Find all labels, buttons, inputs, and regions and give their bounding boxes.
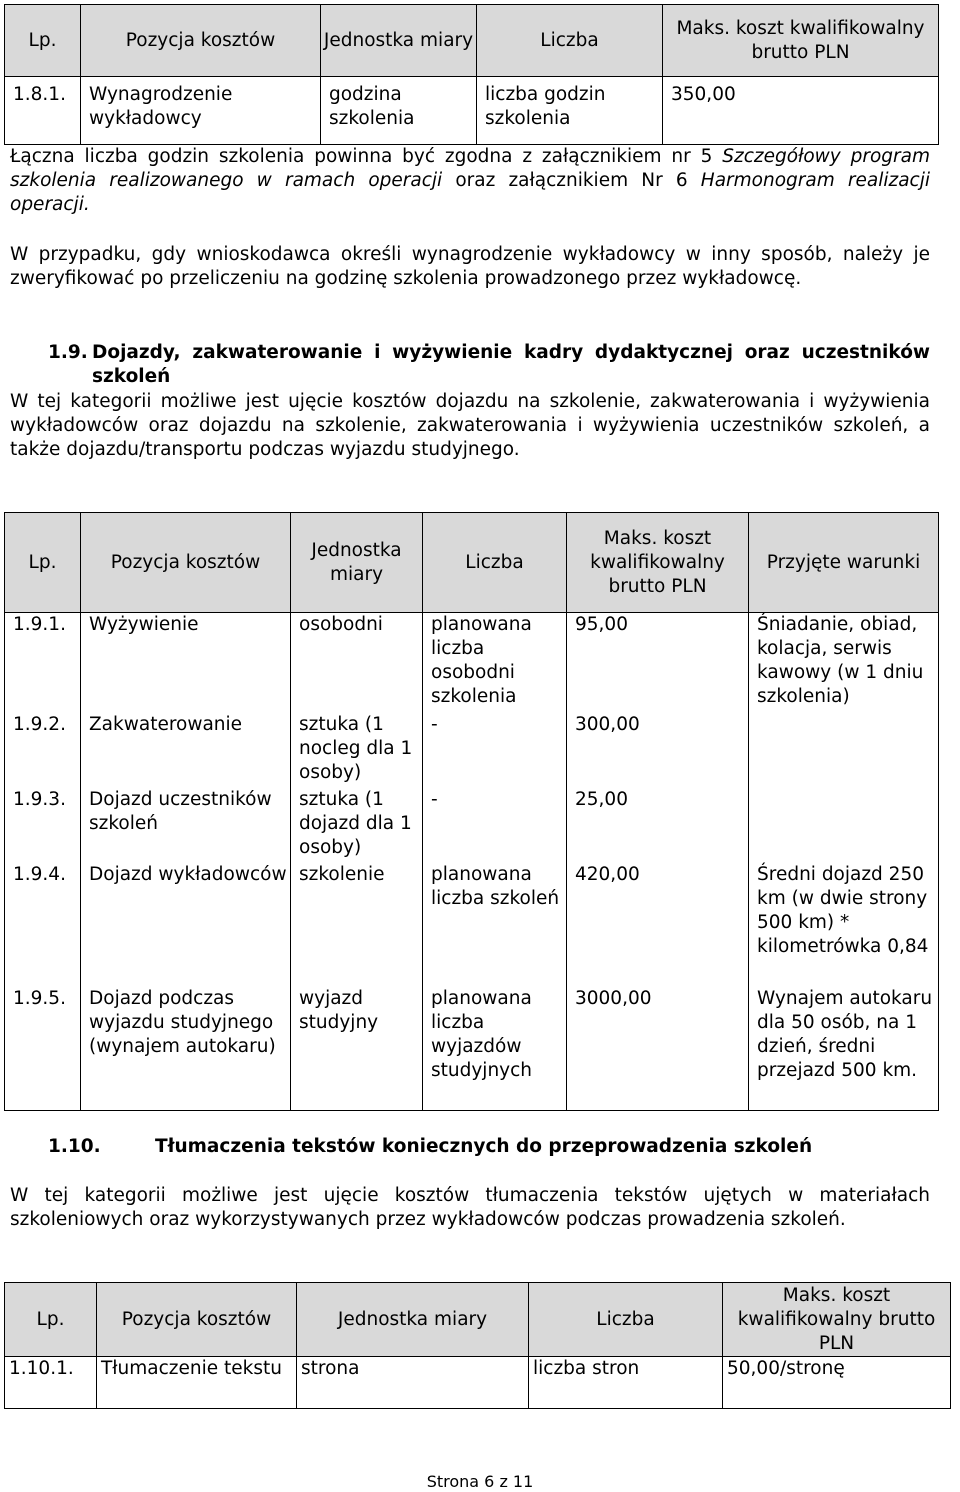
note-italic-ref: Szczegółowy program szkolenia realizowanego w ramach operacji bbox=[10, 146, 930, 191]
cell-jednostka: szkolenie bbox=[291, 863, 423, 987]
section-title: Dojazdy, zakwaterowanie i wyżywienie kadry dydaktycznej oraz uczestników szkoleń bbox=[92, 342, 930, 387]
cell-pozycja: Dojazd wykładowców bbox=[81, 863, 291, 987]
header-pozycja: Pozycja kosztów bbox=[81, 513, 291, 613]
cell-jednostka: sztuka (1 dojazd dla 1 osoby) bbox=[291, 788, 423, 863]
header-jednostka: Jednostka miary bbox=[297, 1283, 529, 1357]
header-koszt: Maks. koszt kwalifikowalny brutto PLN bbox=[723, 1283, 951, 1357]
table-row bbox=[5, 788, 939, 863]
cell-lp: 1.8.1. bbox=[5, 77, 81, 145]
cell-lp: 1.9.2. bbox=[5, 713, 81, 788]
cell-warunki: Średni dojazd 250 km (w dwie strony 500 km) * kilometrówka 0,84 bbox=[749, 863, 939, 987]
section-number: 1.9. bbox=[48, 342, 88, 363]
cell-liczba: - bbox=[423, 713, 567, 788]
cell-liczba: - bbox=[423, 788, 567, 863]
section-body: W tej kategorii możliwe jest ujęcie kosztów tłumaczenia tekstów ujętych w materiałach szkoleniowych oraz wykorzystywanych przez wykładowców podczas prowadzenia szkoleń. bbox=[10, 1185, 930, 1230]
header-jednostka: Jednostka miary bbox=[321, 5, 477, 77]
header-koszt: Maks. koszt kwalifikowalny brutto PLN bbox=[663, 5, 939, 77]
page-number: Strona 6 z 11 bbox=[426, 1472, 534, 1491]
cell-pozycja: Tłumaczenie tekstu bbox=[97, 1357, 297, 1409]
cell-pozycja: Wynagrodzenie wykładowcy bbox=[81, 77, 321, 145]
cell-koszt: 95,00 bbox=[567, 613, 749, 713]
table-row bbox=[5, 713, 939, 788]
cell-lp: 1.9.3. bbox=[5, 788, 81, 863]
cell-liczba: planowana liczba szkoleń bbox=[423, 863, 567, 987]
cell-liczba: liczba godzin szkolenia bbox=[477, 77, 663, 145]
cell-liczba: liczba stron bbox=[529, 1357, 723, 1409]
cost-table-1-9 bbox=[4, 512, 939, 1111]
header-pozycja: Pozycja kosztów bbox=[97, 1283, 297, 1357]
header-lp: Lp. bbox=[5, 513, 81, 613]
cell-warunki bbox=[749, 788, 939, 863]
header-pozycja: Pozycja kosztów bbox=[81, 5, 321, 77]
cell-pozycja: Dojazd podczas wyjazdu studyjnego (wynajem autokaru) bbox=[81, 987, 291, 1111]
cell-pozycja: Zakwaterowanie bbox=[81, 713, 291, 788]
cell-koszt: 350,00 bbox=[663, 77, 939, 145]
table-row bbox=[5, 1357, 951, 1409]
note-text: oraz załącznikiem Nr 6 bbox=[442, 170, 701, 191]
cell-jednostka: sztuka (1 nocleg dla 1 osoby) bbox=[291, 713, 423, 788]
cell-lp: 1.9.5. bbox=[5, 987, 81, 1111]
header-lp: Lp. bbox=[5, 5, 81, 77]
cell-pozycja: Dojazd uczestników szkoleń bbox=[81, 788, 291, 863]
cell-jednostka: osobodni bbox=[291, 613, 423, 713]
table-row bbox=[5, 987, 939, 1111]
cost-table-1-10 bbox=[4, 1282, 951, 1409]
note-italic-ref: Harmonogram realizacji operacji. bbox=[10, 170, 930, 215]
table-row bbox=[5, 863, 939, 987]
header-liczba: Liczba bbox=[529, 1283, 723, 1357]
cell-koszt: 420,00 bbox=[567, 863, 749, 987]
cell-lp: 1.10.1. bbox=[5, 1357, 97, 1409]
header-liczba: Liczba bbox=[477, 5, 663, 77]
header-koszt: Maks. koszt kwalifikowalny brutto PLN bbox=[567, 513, 749, 613]
cell-koszt: 50,00/stronę bbox=[723, 1357, 951, 1409]
cell-lp: 1.9.4. bbox=[5, 863, 81, 987]
note-hours bbox=[10, 145, 930, 217]
header-liczba: Liczba bbox=[423, 513, 567, 613]
note-text: Łączna liczba godzin szkolenia powinna być zgodna z załącznikiem nr 5 bbox=[10, 146, 723, 167]
cell-koszt: 25,00 bbox=[567, 788, 749, 863]
cell-jednostka: strona bbox=[297, 1357, 529, 1409]
section-body: W tej kategorii możliwe jest ujęcie kosztów dojazdu na szkolenie, zakwaterowania i wyżywienia wykładowców oraz dojazdu na szkolenie, zakwaterowania i wyżywienia uczestników szkoleń, a także dojazdu/transportu podczas wyjazdu studyjnego. bbox=[10, 391, 930, 460]
cell-koszt: 3000,00 bbox=[567, 987, 749, 1111]
cell-jednostka: wyjazd studyjny bbox=[291, 987, 423, 1111]
cell-koszt: 300,00 bbox=[567, 713, 749, 788]
cell-liczba: planowana liczba wyjazdów studyjnych bbox=[423, 987, 567, 1111]
cell-pozycja: Wyżywienie bbox=[81, 613, 291, 713]
cell-warunki: Wynajem autokaru dla 50 osób, na 1 dzień, średni przejazd 500 km. bbox=[749, 987, 939, 1111]
header-warunki: Przyjęte warunki bbox=[749, 513, 939, 613]
cost-table-1-8 bbox=[4, 4, 939, 145]
section-title: Tłumaczenia tekstów koniecznych do przeprowadzenia szkoleń bbox=[155, 1136, 813, 1157]
cell-jednostka: godzina szkolenia bbox=[321, 77, 477, 145]
cell-warunki bbox=[749, 713, 939, 788]
cell-warunki: Śniadanie, obiad, kolacja, serwis kawowy (w 1 dniu szkolenia) bbox=[749, 613, 939, 713]
cell-lp: 1.9.1. bbox=[5, 613, 81, 713]
section-number: 1.10. bbox=[48, 1136, 101, 1157]
table-row bbox=[5, 613, 939, 713]
cell-liczba: planowana liczba osobodni szkolenia bbox=[423, 613, 567, 713]
header-jednostka: Jednostka miary bbox=[291, 513, 423, 613]
note-alternative: W przypadku, gdy wnioskodawca określi wynagrodzenie wykładowcy w inny sposób, należy je zweryfikować po przeliczeniu na godzinę szkolenia prowadzonego przez wykładowcę. bbox=[10, 244, 930, 289]
header-lp: Lp. bbox=[5, 1283, 97, 1357]
